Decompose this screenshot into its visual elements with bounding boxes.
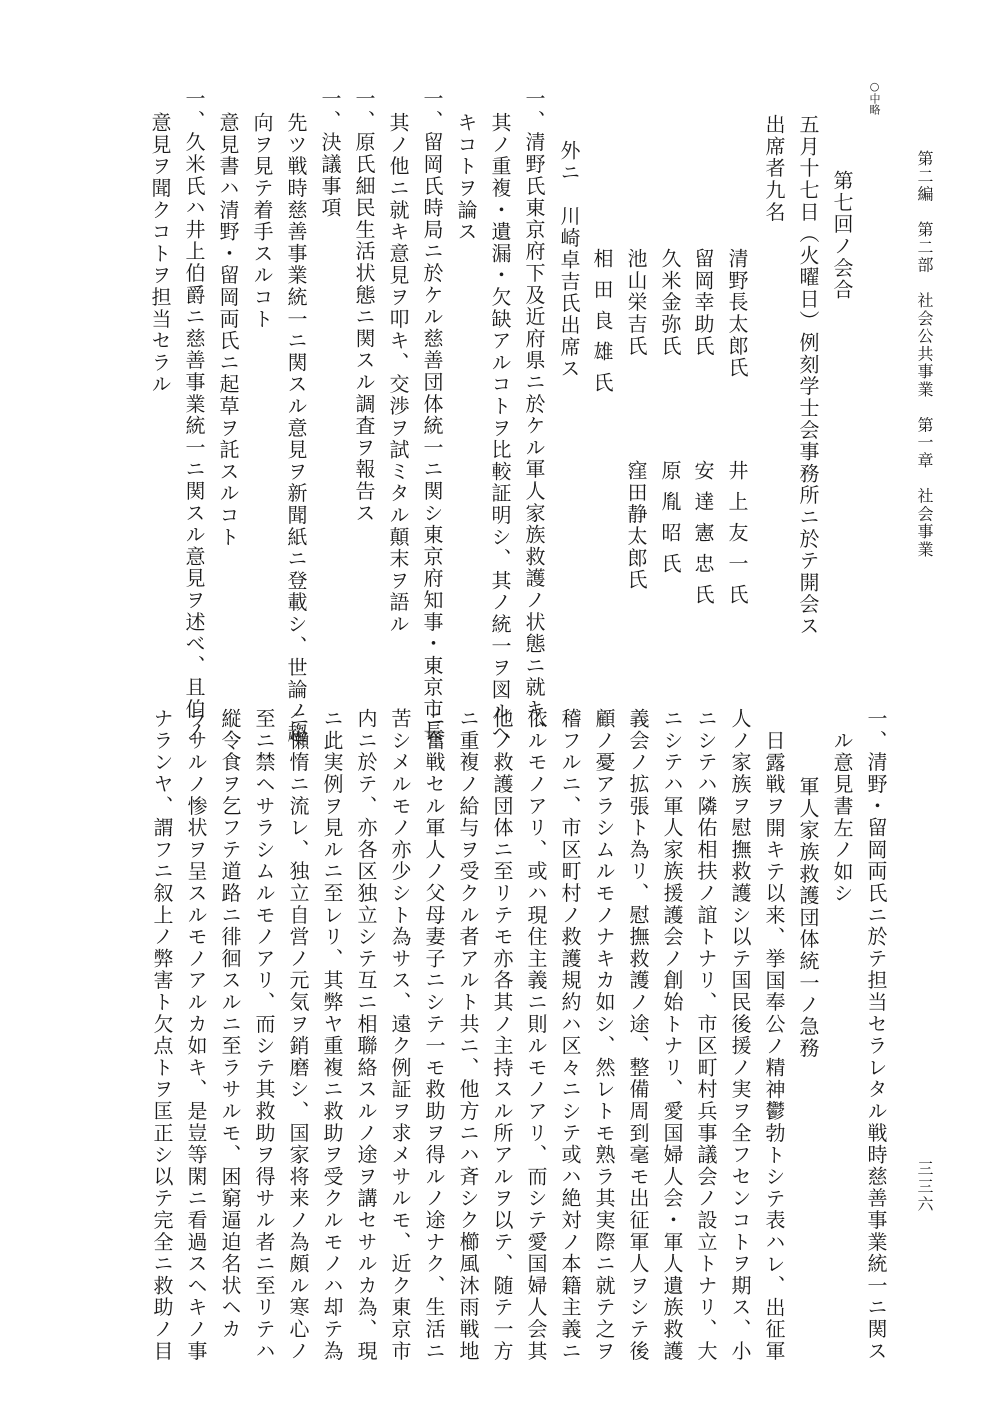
paragraph-line: 一、原氏細民生活状態ニ関スル調査ヲ報告ス — [352, 88, 376, 524]
paragraph-line: 日露戦ヲ開キテ以来、挙国奉公ノ精神鬱勃トシテ表ハレ、出征軍 — [762, 730, 786, 1363]
attendee: 清野長太郎氏 — [725, 248, 749, 379]
paragraph-line: 他ノ救護団体ニ至リテモ亦各其ノ主持スル所アルヲ以テ、随テ一方 — [490, 708, 514, 1362]
page-number: 三三六 — [915, 1160, 934, 1214]
attendee: 池山栄吉氏 — [624, 248, 648, 357]
paragraph-line: 縦令食ヲ乞フテ道路ニ徘徊スルニ至ラサルモ、困窮逼迫名状ヘカ — [218, 708, 242, 1341]
attendee: 井上友一氏 — [725, 460, 749, 615]
paragraph-line: 意見書ハ清野・留岡両氏ニ起草ヲ託スルコト — [216, 112, 240, 548]
extra-attendee: 外ニ 川崎卓吉氏出席ス — [557, 140, 581, 380]
paragraph-line: 一、久米氏ハ井上伯爵ニ慈善事業統一ニ関スル意見ヲ述べ、且伯ノ — [182, 88, 206, 742]
paragraph-line: 一、清野・留岡両氏ニ於テ担当セラレタル戦時慈善事業統一ニ関ス — [864, 708, 888, 1362]
paragraph-line: ニ懶惰ニ流レ、独立自営ノ元気ヲ銷磨シ、国家将来ノ為頗ル寒心ノ — [286, 708, 310, 1362]
paragraph-line: 其ノ他ニ就キ意見ヲ叩キ、交渉ヲ試ミタル顛末ヲ語ル — [386, 112, 410, 636]
paragraph-line: 其ノ重複・遺漏・欠缺アルコトヲ比較証明シ、其ノ統一ヲ図ルヘ — [488, 112, 512, 745]
paragraph-line: 稽フルニ、市区町村ノ救護規約ハ区々ニシテ或ハ絶対ノ本籍主義ニ — [558, 708, 582, 1362]
paragraph-line: 意見ヲ聞クコトヲ担当セラル — [148, 112, 172, 396]
paragraph-line: 人ノ家族ヲ慰撫救護シ以テ国民後援ノ実ヲ全フセンコトヲ期ス、小 — [728, 708, 752, 1362]
paragraph-line: ル意見書左ノ如シ — [830, 730, 854, 905]
attendee: 窪田静太郎氏 — [624, 460, 648, 591]
paragraph-line: 依ルモノアリ、或ハ現住主義ニ則ルモノアリ、而シテ愛国婦人会其 — [524, 708, 548, 1362]
paragraph-line: ニシテハ隣佑相扶ノ誼トナリ、市区町村兵事議会ノ設立トナリ、大 — [694, 708, 718, 1362]
paragraph-line: キコトヲ論ス — [454, 112, 478, 243]
paragraph-line: 至ニ禁ヘサラシムルモノアリ、而シテ其救助ヲ得サル者ニ至リテハ — [252, 708, 276, 1362]
paragraph-line: ニ重複ノ給与ヲ受クル者アルト共ニ、他方ニハ斉シク櫛風沐雨戦地 — [456, 708, 480, 1362]
date-line: 五月十七日（火曜日）例刻学士会事務所ニ於テ開会ス — [796, 114, 820, 638]
section-heading: 軍人家族救護団体統一ノ急務 — [796, 776, 820, 1060]
attendees-label: 出席者九名 — [762, 114, 786, 223]
running-head: 第二編 第二部 社会公共事業 第一章 社会事業 — [915, 150, 934, 559]
omission-mark: ○中略 — [868, 80, 881, 115]
attendee: 安達憲忠氏 — [691, 460, 715, 615]
paragraph-line: 先ツ戦時慈善事業統一ニ関スル意見ヲ新聞紙ニ登載シ、世論ノ趨 — [284, 112, 308, 745]
attendee: 留岡幸助氏 — [691, 248, 715, 357]
paragraph-line: 一、留岡氏時局ニ於ケル慈善団体統一ニ関シ東京府知事・東京市長 — [420, 88, 444, 742]
paragraph-line: 顧ノ憂アラシムルモノナキカ如シ、然レトモ熟ラ其実際ニ就テ之ヲ — [592, 708, 616, 1362]
meeting-title: 第七回ノ会合 — [830, 170, 854, 301]
paragraph-line: ナランヤ、謂フニ叙上ノ弊害ト欠点トヲ匡正シ以テ完全ニ救助ノ目 — [150, 708, 174, 1362]
paragraph-line: ニシテハ軍人家族援護会ノ創始トナリ、愛国婦人会・軍人遺族救護 — [660, 708, 684, 1362]
paragraph-line: 内ニ於テ、亦各区独立シテ互ニ相聯絡スルノ途ヲ講セサルカ為、現 — [354, 708, 378, 1362]
paragraph-line: 向ヲ見テ着手スルコト — [250, 112, 274, 330]
paragraph-line: ニ奮戦セル軍人ノ父母妻子ニシテ一モ救助ヲ得ルノ途ナク、生活ニ — [422, 708, 446, 1362]
paragraph-line: 一、清野氏東京府下及近府県ニ於ケル軍人家族救護ノ状態ニ就キ、 — [522, 88, 546, 742]
paragraph-line: 一、決議事項 — [318, 88, 342, 219]
paragraph-line: ラサルノ惨状ヲ呈スルモノアルカ如キ、是豈等閑ニ看過スヘキノ事 — [184, 708, 208, 1362]
attendee: 原胤昭氏 — [658, 460, 682, 584]
paragraph-line: 義会ノ拡張ト為リ、慰撫救護ノ途、整備周到毫モ出征軍人ヲシテ後 — [626, 708, 650, 1362]
attendee: 久米金弥氏 — [658, 248, 682, 357]
paragraph-line: 苦シメルモノ亦少シト為サス、遠ク例証ヲ求メサルモ、近ク東京市 — [388, 708, 412, 1362]
attendee: 相田良雄氏 — [590, 248, 614, 403]
paragraph-line: ニ此実例ヲ見ルニ至レリ、其弊ヤ重複ニ救助ヲ受クルモノハ却テ為 — [320, 708, 344, 1362]
